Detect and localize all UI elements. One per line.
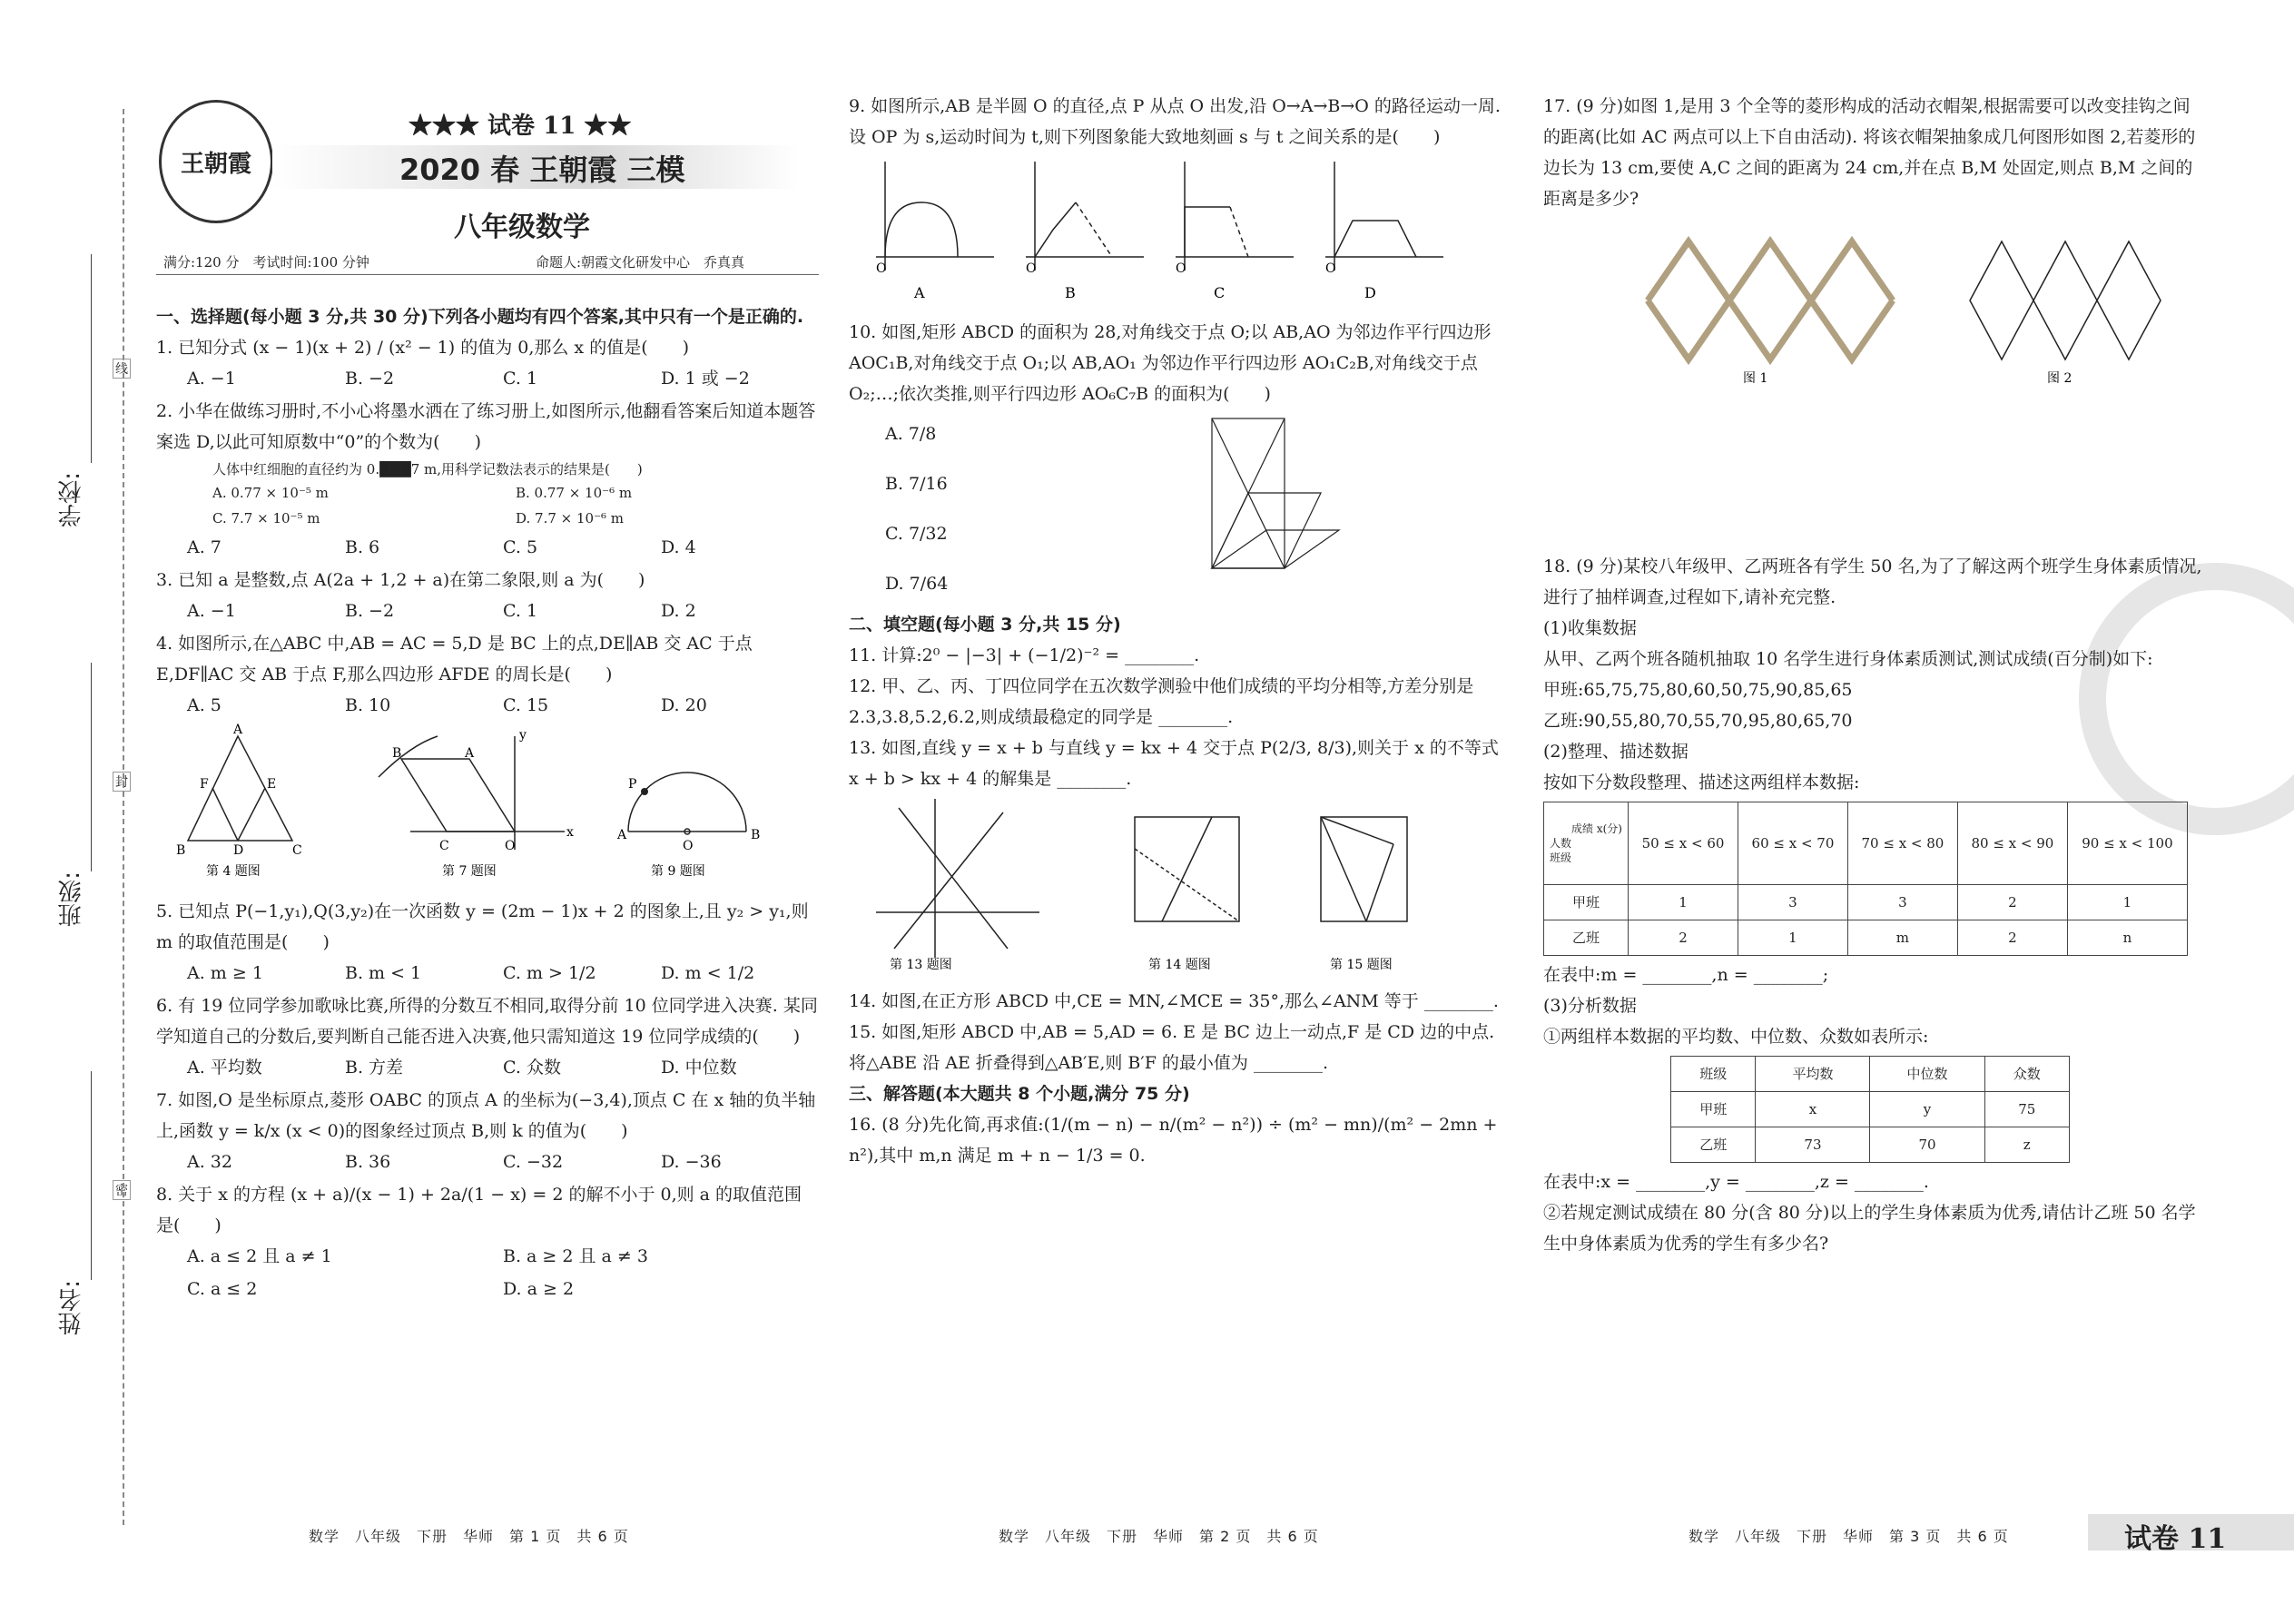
q3-option-d: D. 2 xyxy=(661,601,696,621)
corner-count: 人数 xyxy=(1550,837,1572,850)
row-class-name: 乙班 xyxy=(1544,920,1629,956)
q5-option-c: C. m > 1/2 xyxy=(503,963,596,983)
footer-page-1: 数学 八年级 下册 华师 第 1 页 共 6 页 xyxy=(309,1528,629,1545)
question-7: 7. 如图,O 是坐标原点,菱形 OABC 的顶点 A 的坐标为(−3,4),顶点 C 在 x 轴的负半轴上,函数 y = k/x (x < 0)的图象经过顶点 B,则 k 的值为( ) xyxy=(156,1090,816,1141)
q3-option-c: C. 1 xyxy=(503,601,538,621)
school-label: 学校: xyxy=(58,472,85,527)
fig9-caption: 第 9 题图 xyxy=(651,864,705,879)
question-18-intro: 18. (9 分)某校八年级甲、乙两班各有学生 50 名,为了了解这两个班学生身体素质情况,进行了抽样调查,过程如下,请补充完整. xyxy=(1543,556,2202,607)
class-line xyxy=(91,663,92,871)
q1-option-a: A. −1 xyxy=(187,369,236,389)
table-cell: m xyxy=(1847,920,1957,956)
corner-score: 成绩 x(分) xyxy=(1571,822,1622,835)
q5-option-b: B. m < 1 xyxy=(345,963,422,983)
fig-9-semicircle xyxy=(628,773,746,834)
stats-header: 班级 xyxy=(1671,1057,1756,1092)
table-row xyxy=(1544,885,2188,920)
q8-option-d: D. a ≥ 2 xyxy=(503,1279,575,1299)
table-cell: y xyxy=(1870,1092,1984,1127)
q4-option-a: A. 5 xyxy=(187,695,222,715)
table-row xyxy=(1671,1092,2070,1127)
question-14: 14. 如图,在正方形 ABCD 中,CE = MN,∠MCE = 35°,那么∠ANM 等于 ________. xyxy=(849,991,1499,1011)
q2-option-a: A. 7 xyxy=(187,537,222,557)
score-range-header: 70 ≤ x < 80 xyxy=(1847,802,1957,885)
corner-class: 班级 xyxy=(1550,851,1572,864)
question-13: 13. 如图,直线 y = x + b 与直线 y = kx + 4 交于点 P(2/3, 8/3),则关于 x 的不等式 x + b > kx + 4 的解集是 ________. xyxy=(849,738,1499,789)
fig9-label-a: A xyxy=(617,828,627,842)
column-1 xyxy=(156,301,819,1306)
table-cell: 3 xyxy=(1738,885,1847,920)
class-label: 班级: xyxy=(58,871,85,927)
logo xyxy=(159,100,273,223)
school-line xyxy=(91,254,92,463)
q1-option-b: B. −2 xyxy=(345,369,395,389)
q9-label-c: C xyxy=(1214,284,1226,301)
q9-graph-d xyxy=(1325,162,1443,271)
q4-option-d: D. 20 xyxy=(661,695,707,715)
table-cell: 3 xyxy=(1847,885,1957,920)
seal-secret-mark: 密 xyxy=(113,1180,131,1200)
q6-options xyxy=(187,1052,819,1083)
section-3-heading: 三、解答题(本大题共 8 个小题,满分 75 分) xyxy=(849,1084,1190,1104)
fig4-label-b: B xyxy=(176,843,186,858)
q18-step-1: (1)收集数据 xyxy=(1543,618,1637,638)
fig4-label-a: A xyxy=(233,723,243,737)
exam-meta-left: 满分:120 分 考试时间:100 分钟 xyxy=(163,254,369,271)
question-2: 2. 小华在做练习册时,不小心将墨水洒在了练习册上,如图所示,他翻看答案后知道本题答案选 D,以此可知原数中“0”的个数为( ) xyxy=(156,401,816,452)
q7-options xyxy=(187,1147,819,1177)
fig4-caption: 第 4 题图 xyxy=(206,864,261,879)
stats-header-row xyxy=(1671,1057,2070,1092)
score-range-header: 60 ≤ x < 70 xyxy=(1738,802,1847,885)
q2-inner-d: D. 7.7 × 10⁻⁶ m xyxy=(516,510,624,527)
q9d-origin: O xyxy=(1325,261,1336,276)
table-cell: 1 xyxy=(2067,885,2187,920)
fig14-caption: 第 14 题图 xyxy=(1148,958,1211,972)
q8-option-c: C. a ≤ 2 xyxy=(187,1279,258,1299)
question-17: 17. (9 分)如图 1,是用 3 个全等的菱形构成的活动衣帽架,根据需要可以改变挂钩之间的距离(比如 AC 两点可以上下自由活动). 将该衣帽架抽象成几何图形如图 2,若菱形的边长为 13 cm,要使 A,C 之间的距离为 24 cm,并在点 B,M 处固定,则点 B,M 之间的距离是多少? xyxy=(1543,96,2196,209)
q9-graph-b xyxy=(1026,162,1144,271)
q7-option-d: D. −36 xyxy=(661,1152,722,1172)
fig7-label-a: A xyxy=(465,746,475,761)
q18-step-1-text: 从甲、乙两个班各随机抽取 10 名学生进行身体素质测试,测试成绩(百分制)如下: xyxy=(1543,649,2153,669)
q6-option-b: B. 方差 xyxy=(345,1058,404,1078)
q2-inner-b: B. 0.77 × 10⁻⁶ m xyxy=(516,485,633,501)
q9-graph-c xyxy=(1176,162,1294,271)
row-class-name: 甲班 xyxy=(1544,885,1629,920)
q9-option-graphs xyxy=(849,153,1502,307)
table-cell: 73 xyxy=(1756,1127,1870,1163)
q4-q7-q9-figures xyxy=(156,723,819,886)
table-cell: 70 xyxy=(1870,1127,1984,1163)
q10-body xyxy=(849,409,1502,609)
table-cell: 75 xyxy=(1984,1092,2069,1127)
dashed-cut-line xyxy=(123,109,124,1525)
fig15-caption: 第 15 题图 xyxy=(1330,958,1393,972)
fig9-label-o: O xyxy=(683,839,694,853)
q18-fill-1: 在表中:m = ________,n = ________; xyxy=(1543,965,1829,985)
fig7-label-y: y xyxy=(519,728,527,743)
q9b-origin: O xyxy=(1026,261,1037,276)
q2-inner-options-row2 xyxy=(212,507,819,530)
q9-label-a: A xyxy=(914,284,925,301)
q13-q14-q15-figures xyxy=(849,794,1502,976)
fig17-caption-2: 图 2 xyxy=(2047,371,2072,386)
fig-17-rhombi xyxy=(1970,241,2161,359)
q2-inner-options-row1 xyxy=(212,481,819,505)
page-title: 2020 春 王朝霞 三模 xyxy=(399,153,685,187)
fig-14-square xyxy=(1135,817,1239,921)
frequency-header-row xyxy=(1544,802,2188,885)
question-16: 16. (8 分)先化简,再求值:(1/(m − n) − n/(m² − n²)) ÷ (m² − mn)/(m² − 2mn + n²),其中 m,n 满足 m + n − 1/3 = 0. xyxy=(849,1115,1498,1166)
seal-fold-mark: 封 xyxy=(113,772,131,792)
section-1-heading: 一、选择题(每小题 3 分,共 30 分)下列各小题均有四个答案,其中只有一个是正确的. xyxy=(156,307,804,327)
table-cell: 2 xyxy=(1629,920,1738,956)
q18-step-3: (3)分析数据 xyxy=(1543,996,1637,1016)
fig-15-rect xyxy=(1321,817,1407,921)
table-cell: 乙班 xyxy=(1671,1127,1756,1163)
fig7-caption: 第 7 题图 xyxy=(442,864,497,879)
question-4: 4. 如图所示,在△ABC 中,AB = AC = 5,D 是 BC 上的点,DE∥AB 交 AC 于点 E,DF∥AC 交 AB 于点 F,那么四边形 AFDE 的周长是( ) xyxy=(156,634,753,684)
q18-fill-2: 在表中:x = ________,y = ________,z = ________. xyxy=(1543,1172,1929,1192)
table-row xyxy=(1544,920,2188,956)
table-row xyxy=(1671,1127,2070,1163)
q8-option-a: A. a ≤ 2 且 a ≠ 1 xyxy=(187,1246,332,1266)
stats-header: 中位数 xyxy=(1870,1057,1984,1092)
q2-options xyxy=(187,532,819,563)
question-3: 3. 已知 a 是整数,点 A(2a + 1,2 + a)在第二象限,则 a 为( ) xyxy=(156,570,645,590)
q6-option-a: A. 平均数 xyxy=(187,1058,262,1078)
fig9-label-b: B xyxy=(751,828,761,842)
q8-options-row1 xyxy=(187,1241,819,1272)
score-range-header: 90 ≤ x < 100 xyxy=(2067,802,2187,885)
q18-data-jia: 甲班:65,75,75,80,60,50,75,90,85,65 xyxy=(1543,680,1853,700)
q10-option-c: C. 7/32 xyxy=(885,524,948,544)
fig-13-lines xyxy=(876,799,1039,958)
q18-step-2: (2)整理、描述数据 xyxy=(1543,742,1689,762)
column-2 xyxy=(849,91,1502,1171)
q7-option-b: B. 36 xyxy=(345,1152,391,1172)
stats-header: 平均数 xyxy=(1756,1057,1870,1092)
logo-brand: 王朝霞 xyxy=(180,150,251,178)
frequency-table xyxy=(1543,802,2188,956)
q3-options xyxy=(187,595,819,626)
question-8: 8. 关于 x 的方程 (x + a)/(x − 1) + 2a/(1 − x) = 2 的解不小于 0,则 a 的取值范围是( ) xyxy=(156,1185,802,1235)
column-3 xyxy=(1543,91,2206,1259)
q2-inner-box xyxy=(212,458,819,530)
fig4-label-c: C xyxy=(292,843,302,858)
table-cell: n xyxy=(2067,920,2187,956)
fig9-point-p xyxy=(641,788,648,795)
q4-option-b: B. 10 xyxy=(345,695,391,715)
fig4-label-f: F xyxy=(200,777,209,792)
footer-paper-tag: 试卷 11 xyxy=(2124,1523,2227,1555)
q8-option-b: B. a ≥ 2 且 a ≠ 3 xyxy=(503,1246,648,1266)
q6-option-c: C. 众数 xyxy=(503,1058,561,1078)
score-range-header: 50 ≤ x < 60 xyxy=(1629,802,1738,885)
fig7-label-x: x xyxy=(566,825,574,840)
frequency-corner xyxy=(1544,802,1629,885)
fig-17-rack xyxy=(1648,241,1893,359)
stats-table xyxy=(1670,1056,2070,1163)
fig9-label-p: P xyxy=(628,777,637,792)
question-18-part-2: ②若规定测试成绩在 80 分(含 80 分)以上的学生身体素质为优秀,请估计乙班 50 名学生中身体素质为优秀的学生有多少名? xyxy=(1543,1203,2196,1254)
q1-option-d: D. 1 或 −2 xyxy=(661,369,750,389)
q10-figure xyxy=(1194,409,1357,591)
paper-tag: ★★★ 试卷 11 ★★ xyxy=(409,113,632,140)
question-10: 10. 如图,矩形 ABCD 的面积为 28,对角线交于点 O;以 AB,AO 为邻边作平行四边形 AOC₁B,对角线交于点 O₁;以 AB,AO₁ 为邻边作平行四边形 AO₁C₂B,对角线交于点 O₂;…;依次类推,则平行四边形 AO₆C₇B 的面积为( ) xyxy=(849,322,1492,404)
fig7-label-b: B xyxy=(392,746,402,761)
q2-inner-stem: 人体中红细胞的直径约为 0.███7 m,用科学记数法表示的结果是( ) xyxy=(212,461,643,477)
q2-inner-a: A. 0.77 × 10⁻⁵ m xyxy=(212,485,329,501)
fig7-label-o: O xyxy=(505,839,516,853)
exam-meta-right: 命题人:朝霞文化研发中心 乔真真 xyxy=(536,254,745,271)
q10-option-b: B. 7/16 xyxy=(885,474,948,494)
q2-option-b: B. 6 xyxy=(345,537,380,557)
fig7-label-c: C xyxy=(439,839,449,853)
q7-option-c: C. −32 xyxy=(503,1152,564,1172)
question-15: 15. 如图,矩形 ABCD 中,AB = 5,AD = 6. E 是 BC 边上一动点,F 是 CD 边的中点. 将△ABE 沿 AE 折叠得到△AB′E,则 B′F 的最小值为 ________. xyxy=(849,1022,1495,1073)
name-label: 姓名: xyxy=(58,1280,85,1335)
q10-option-d: D. 7/64 xyxy=(885,574,949,594)
subject-title: 八年级数学 xyxy=(454,212,590,243)
table-cell: x xyxy=(1756,1092,1870,1127)
q2-option-c: C. 5 xyxy=(503,537,538,557)
q4-option-c: C. 15 xyxy=(503,695,549,715)
answer-space-17 xyxy=(1543,397,2206,551)
q17-figures xyxy=(1543,214,2206,387)
question-6: 6. 有 19 位同学参加歌咏比赛,所得的分数互不相同,取得分前 10 位同学进入决赛. 某同学知道自己的分数后,要判断自己能否进入决赛,他只需知道这 19 位同学成绩的( ) xyxy=(156,996,818,1047)
footer-page-2: 数学 八年级 下册 华师 第 2 页 共 6 页 xyxy=(999,1528,1319,1545)
q4-options xyxy=(187,690,819,721)
q6-option-d: D. 中位数 xyxy=(661,1058,737,1078)
table-cell: 1 xyxy=(1738,920,1847,956)
question-11: 11. 计算:2⁰ − |−3| + (−1/2)⁻² = ________. xyxy=(849,645,1200,665)
q18-data-yi: 乙班:90,55,80,70,55,70,95,80,65,70 xyxy=(1543,711,1853,731)
question-9: 9. 如图所示,AB 是半圆 O 的直径,点 P 从点 O 出发,沿 O→A→B→O 的路径运动一周. 设 OP 为 s,运动时间为 t,则下列图象能大致地刻画 s 与 t 之间关系的是( ) xyxy=(849,96,1501,147)
q5-options xyxy=(187,958,819,989)
q9-label-d: D xyxy=(1364,284,1376,301)
table-cell: 2 xyxy=(1957,920,2067,956)
fig4-label-e: E xyxy=(267,777,277,792)
header-rule xyxy=(156,274,819,275)
q7-option-a: A. 32 xyxy=(187,1152,232,1172)
q8-options-row2 xyxy=(187,1274,819,1304)
q1-option-c: C. 1 xyxy=(503,369,538,389)
q1-options xyxy=(187,363,819,394)
section-2-heading: 二、填空题(每小题 3 分,共 15 分) xyxy=(849,615,1121,635)
q5-option-d: D. m < 1/2 xyxy=(661,963,755,983)
q5-option-a: A. m ≥ 1 xyxy=(187,963,263,983)
seal-line-mark: 线 xyxy=(113,359,131,379)
q9c-origin: O xyxy=(1176,261,1186,276)
q9a-origin: O xyxy=(876,261,887,276)
q10-option-a: A. 7/8 xyxy=(885,424,937,444)
score-range-header: 80 ≤ x < 90 xyxy=(1957,802,2067,885)
fig4-label-d: D xyxy=(233,843,244,858)
table-cell: z xyxy=(1984,1127,2069,1163)
stats-header: 众数 xyxy=(1984,1057,2069,1092)
table-cell: 2 xyxy=(1957,885,2067,920)
q3-option-b: B. −2 xyxy=(345,601,395,621)
q10-options xyxy=(885,409,1194,609)
name-line xyxy=(91,1071,92,1280)
q2-inner-c: C. 7.7 × 10⁻⁵ m xyxy=(212,510,320,527)
q3-option-a: A. −1 xyxy=(187,601,236,621)
question-12: 12. 甲、乙、丙、丁四位同学在五次数学测验中他们成绩的平均分相等,方差分别是 2.3,3.8,5.2,6.2,则成绩最稳定的同学是 ________. xyxy=(849,676,1474,727)
table-cell: 甲班 xyxy=(1671,1092,1756,1127)
q2-option-d: D. 4 xyxy=(661,537,696,557)
question-5: 5. 已知点 P(−1,y₁),Q(3,y₂)在一次函数 y = (2m − 1)x + 2 的图象上,且 y₂ > y₁,则 m 的取值范围是( ) xyxy=(156,901,809,952)
q9-label-b: B xyxy=(1065,284,1076,301)
q18-step-3-text: ①两组样本数据的平均数、中位数、众数如表所示: xyxy=(1543,1027,1929,1047)
q9-graph-a xyxy=(876,162,994,271)
question-1: 1. 已知分式 (x − 1)(x + 2) / (x² − 1) 的值为 0,那么 x 的值是( ) xyxy=(156,338,690,358)
footer-page-3: 数学 八年级 下册 华师 第 3 页 共 6 页 xyxy=(1689,1528,2009,1545)
table-cell: 1 xyxy=(1629,885,1738,920)
fig13-caption: 第 13 题图 xyxy=(890,958,952,972)
fig17-caption-1: 图 1 xyxy=(1743,371,1768,386)
q18-step-2-text: 按如下分数段整理、描述这两组样本数据: xyxy=(1543,773,1860,792)
